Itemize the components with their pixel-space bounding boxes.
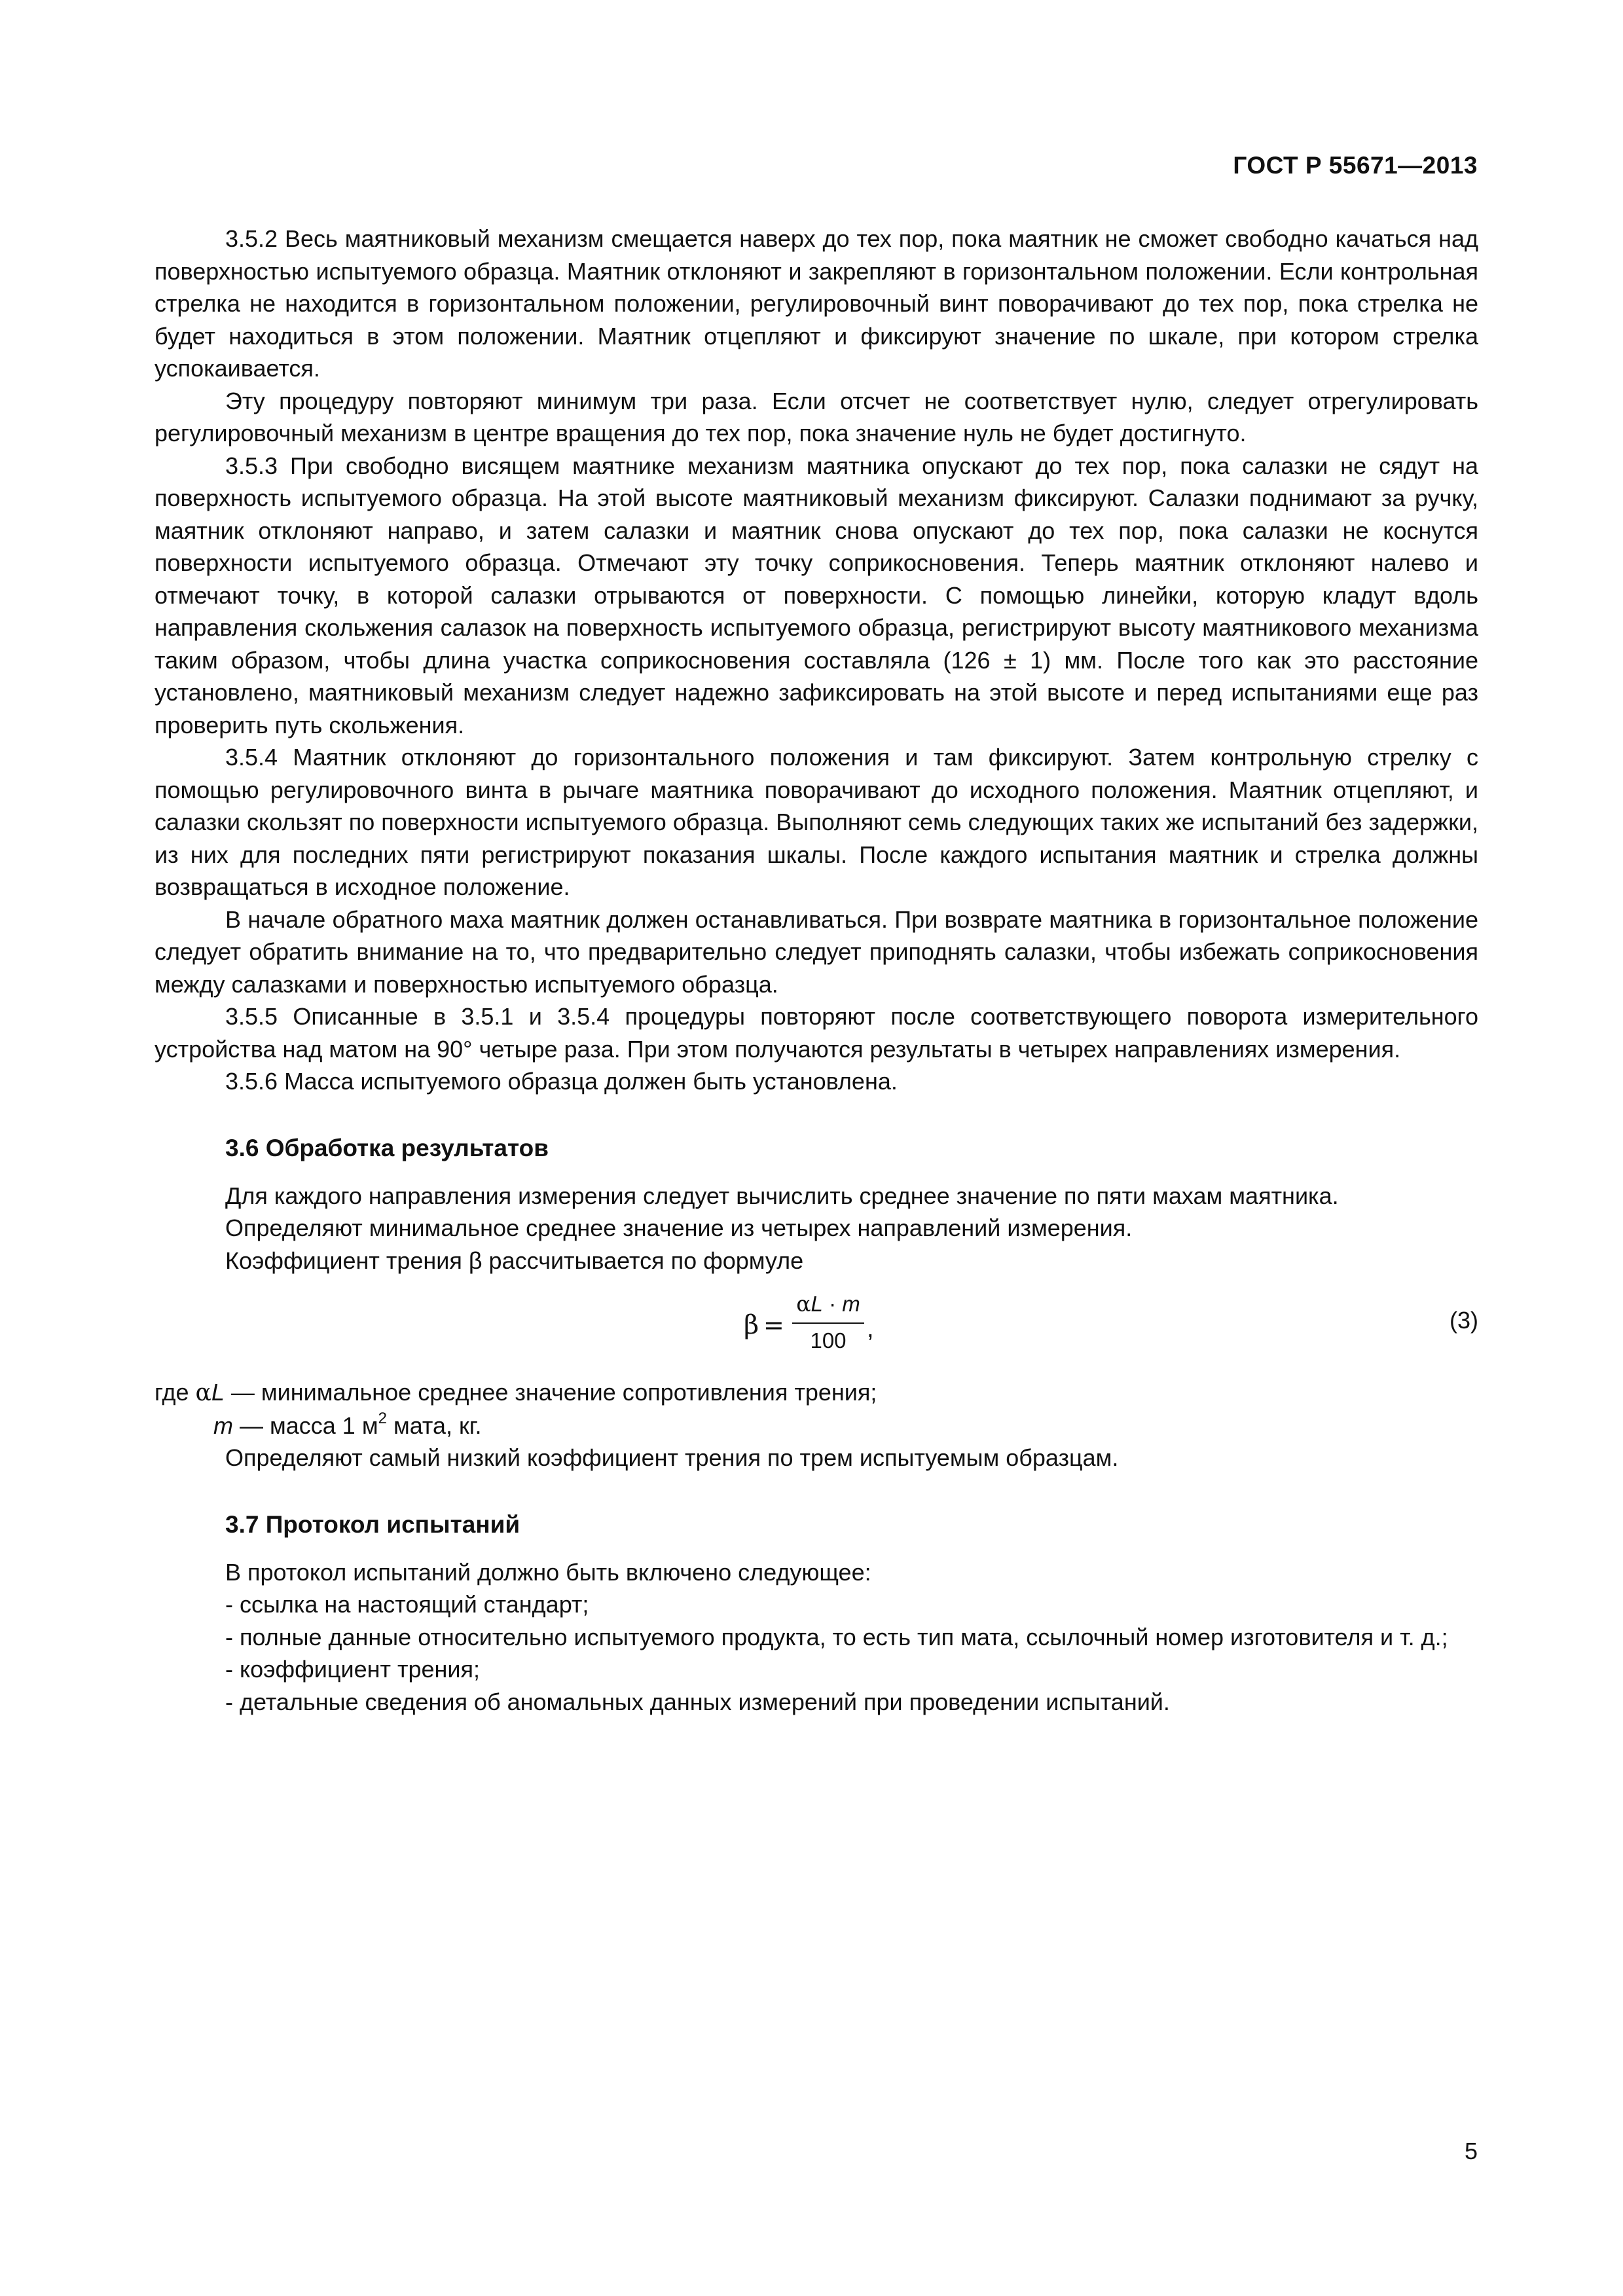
document-header: ГОСТ Р 55671—2013 bbox=[1233, 152, 1478, 179]
formula-alpha: α bbox=[796, 1291, 811, 1317]
where-word: где bbox=[155, 1379, 196, 1406]
formula-m: m bbox=[842, 1292, 860, 1316]
formula-numerator bbox=[792, 1290, 864, 1319]
paragraph-3-6-minimum: Определяют минимальное среднее значение из четырех направлений измерения. bbox=[225, 1214, 1133, 1241]
where-m: m bbox=[213, 1412, 233, 1439]
where-2-sup: 2 bbox=[378, 1409, 387, 1427]
where-1-text: — минимальное среднее значение сопротивления трения; bbox=[224, 1379, 877, 1406]
list-item: - детальные сведения об аномальных данных измерений при проведении испытаний. bbox=[225, 1688, 1170, 1715]
paragraph-3-6-average: Для каждого направления измерения следует вычислить среднее значение по пяти махам маятника. bbox=[225, 1182, 1339, 1209]
where-L: L bbox=[211, 1379, 225, 1406]
paragraph-return-swing: В начале обратного маха маятник должен останавливаться. При возврате маятника в горизонтальное положение следует обратить внимание на то, что предварительно следует приподнять салазки, чтобы избежать соприкосновения между салазками и поверхностью испытуемого образца. bbox=[155, 905, 1478, 998]
formula-denominator: 100 bbox=[810, 1328, 847, 1353]
formula-block bbox=[155, 1287, 1478, 1372]
paragraph-3-6-lowest: Определяют самый низкий коэффициент трения по трем испытуемым образцам. bbox=[225, 1444, 1119, 1471]
formula-number: (3) bbox=[1450, 1307, 1478, 1334]
list-item: - полные данные относительно испытуемого продукта, то есть тип мата, ссылочный номер изготовителя и т. д.; bbox=[225, 1623, 1448, 1650]
section-heading-3-7: 3.7 Протокол испытаний bbox=[225, 1510, 520, 1538]
document-body bbox=[155, 223, 1478, 1718]
paragraph-3-5-6: 3.5.6 Масса испытуемого образца должен быть установлена. bbox=[225, 1068, 898, 1095]
where-2-pre: — масса 1 м bbox=[233, 1412, 378, 1439]
formula-fraction bbox=[792, 1290, 864, 1354]
paragraph-3-5-2: 3.5.2 Весь маятниковый механизм смещается наверх до тех пор, пока маятник не сможет свободно качаться над поверхностью испытуемого образца. Маятник отклоняют и закрепляют в горизонтальном положении. Если контрольная стрелка не находится в горизонтальном положении, регулировочный винт поворачивают до тех пор, пока стрелка не будет находиться в этом положении. Маятник отцепляют и фиксируют значение по шкале, при котором стрелка успокаивается. bbox=[155, 225, 1478, 382]
section-heading-3-6: 3.6 Обработка результатов bbox=[225, 1134, 549, 1161]
where-line-2 bbox=[155, 1410, 1478, 1442]
paragraph-3-7-intro: В протокол испытаний должно быть включено следующее: bbox=[225, 1558, 871, 1586]
formula-lhs: β bbox=[744, 1310, 759, 1340]
fraction-bar bbox=[792, 1322, 864, 1324]
page-number: 5 bbox=[1464, 2138, 1478, 2164]
formula-equals: = bbox=[763, 1311, 784, 1339]
paragraph-3-6-coefficient: Коэффициент трения β рассчитывается по формуле bbox=[225, 1247, 804, 1274]
paragraph-3-5-3: 3.5.3 При свободно висящем маятнике механизм маятника опускают до тех пор, пока салазки не сядут на поверхность испытуемого образца. На этой высоте маятниковый механизм фиксируют. Салазки поднимают за ручку, маятник отклоняют направо, и затем салазки и маятник снова опускают до тех пор, пока салазки не коснутся поверхности испытуемого образца. Отмечают эту точку соприкосновения. Теперь маятник отклоняют налево и отмечают точку, в которой салазки отрываются от поверхности. С помощью линейки, которую кладут вдоль направления скольжения салазок на поверхность испытуемого образца, регистрируют высоту маятникового механизма таким образом, чтобы длина участка соприкосновения составляла (126 ± 1) мм. После того как это расстояние установлено, маятниковый механизм следует надежно зафиксировать на этой высоте и перед испытаниями еще раз проверить путь скольжения. bbox=[155, 452, 1478, 738]
where-2-post: мата, кг. bbox=[386, 1412, 482, 1439]
formula-dot: · bbox=[822, 1292, 843, 1316]
list-item: - ссылка на настоящий стандарт; bbox=[225, 1591, 589, 1618]
paragraph-3-5-4: 3.5.4 Маятник отклоняют до горизонтального положения и там фиксируют. Затем контрольную стрелку с помощью регулировочного винта в рычаге маятника поворачивают до исходного положения. Маятник отцепляют, и салазки скользят по поверхности испытуемого образца. Выполняют семь следующих таких же испытаний без задержки, из них для последних пяти регистрируют показания шкалы. После каждого испытания маятник и стрелка должны возвращаться в исходное положение. bbox=[155, 744, 1478, 900]
list-item: - коэффициент трения; bbox=[225, 1656, 481, 1683]
paragraph-repeat-procedure: Эту процедуру повторяют минимум три раза. Если отсчет не соответствует нулю, следует отрегулировать регулировочный механизм в центре вращения до тех пор, пока значение нуль не будет достигнуто. bbox=[155, 387, 1478, 446]
formula-comma: , bbox=[867, 1315, 874, 1343]
paragraph-3-5-5: 3.5.5 Описанные в 3.5.1 и 3.5.4 процедуры повторяют после соответствующего поворота измерительного устройства над матом на 90° четыре раза. При этом получаются результаты в четырех направлениях измерения. bbox=[155, 1003, 1478, 1063]
where-alpha: α bbox=[195, 1379, 211, 1406]
formula-L: L bbox=[811, 1292, 823, 1316]
where-line-1 bbox=[155, 1376, 1478, 1410]
